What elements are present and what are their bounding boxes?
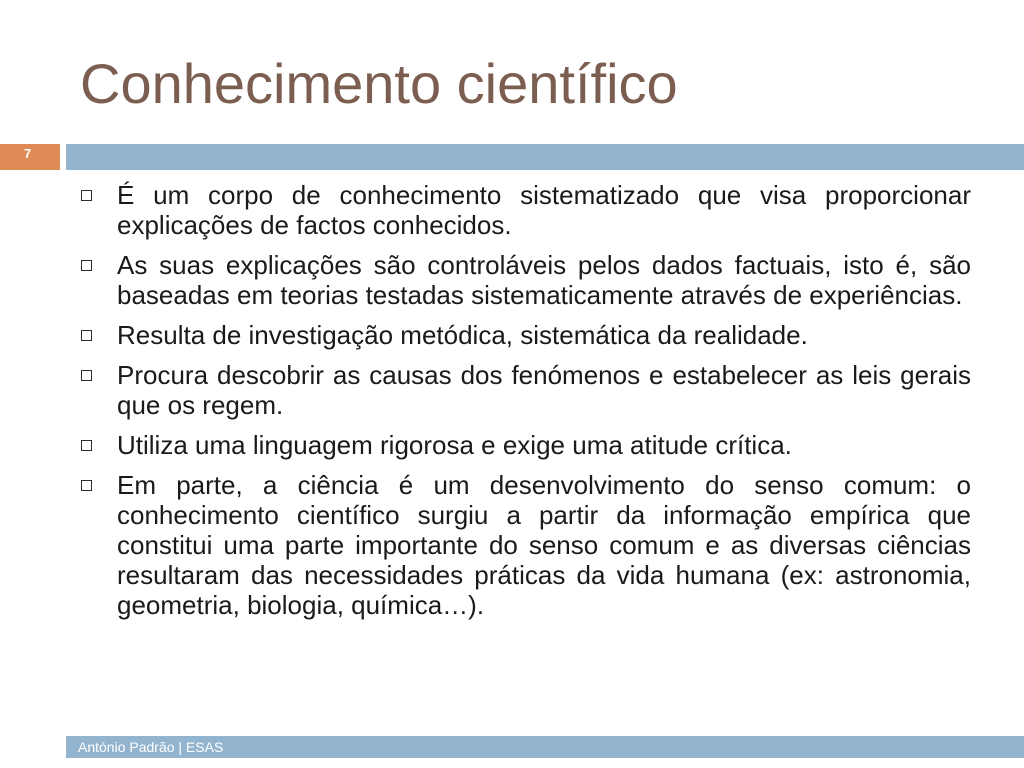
bullet-text: Em parte, a ciência é um desenvolvimento do senso comum: o conhecimento científico surgiu a partir da informação empírica que constitui uma parte importante do senso comum e as diversas ciências resultaram das necessidades práticas da vida humana (ex: astronomia, geometria, biologia, química…).	[117, 470, 971, 620]
bullet-text: Procura descobrir as causas dos fenómenos e estabelecer as leis gerais que os regem.	[117, 360, 971, 420]
bullet-text: Resulta de investigação metódica, sistemática da realidade.	[117, 320, 808, 350]
slide-number: 7	[24, 146, 32, 161]
square-bullet-icon	[81, 190, 92, 201]
bullet-item	[78, 360, 971, 420]
bullet-item	[78, 470, 971, 620]
bullet-text: As suas explicações são controláveis pelos dados factuais, isto é, são baseadas em teorias testadas sistematicamente através de experiências.	[117, 250, 971, 310]
bullet-list	[78, 180, 971, 630]
square-bullet-icon	[81, 440, 92, 451]
bullet-item	[78, 180, 971, 240]
bullet-text: Utiliza uma linguagem rigorosa e exige uma atitude crítica.	[117, 430, 792, 460]
square-bullet-icon	[81, 370, 92, 381]
slide-title: Conhecimento científico	[80, 52, 678, 115]
footer-author: António Padrão | ESAS	[78, 739, 224, 755]
square-bullet-icon	[81, 260, 92, 271]
square-bullet-icon	[81, 330, 92, 341]
header-accent-bar	[66, 144, 1024, 170]
bullet-item	[78, 320, 971, 350]
bullet-item	[78, 430, 971, 460]
square-bullet-icon	[81, 480, 92, 491]
bullet-text: É um corpo de conhecimento sistematizado que visa proporcionar explicações de factos conhecidos.	[117, 180, 971, 240]
bullet-item	[78, 250, 971, 310]
